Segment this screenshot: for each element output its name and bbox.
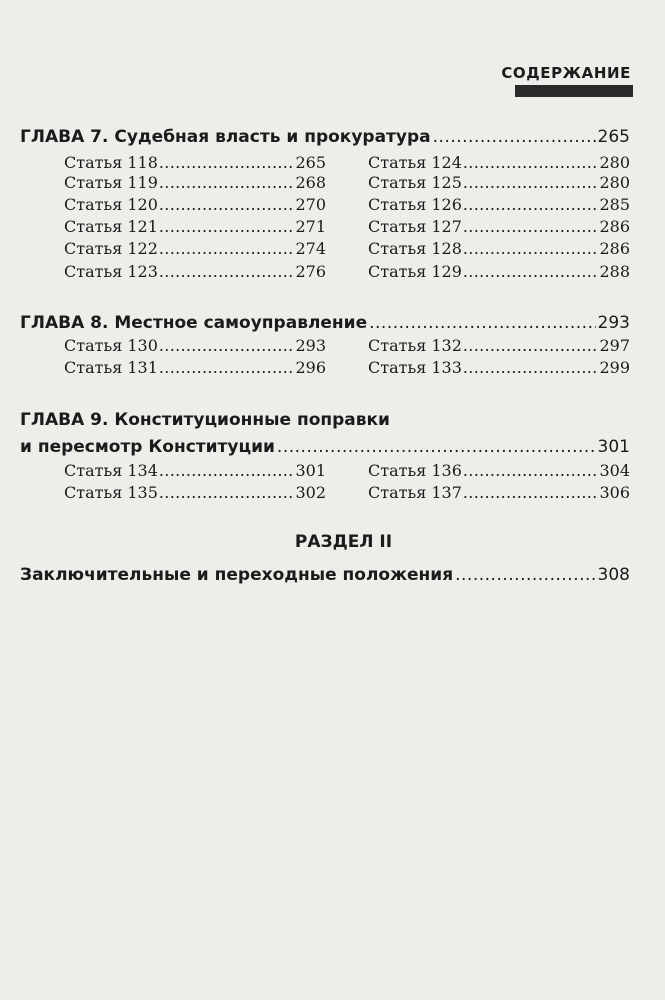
entry-label: Статья 127 (368, 217, 462, 236)
dot-leader (463, 153, 599, 173)
toc-entry[interactable] (368, 195, 630, 215)
toc-entry[interactable] (64, 195, 326, 215)
entry-label: Статья 132 (368, 336, 462, 355)
dot-leader (455, 565, 595, 585)
dot-leader (463, 195, 599, 215)
entry-label: Статья 128 (368, 239, 462, 258)
toc-entry[interactable] (368, 483, 630, 503)
dot-leader (463, 483, 599, 503)
entry-page: 270 (295, 195, 326, 214)
dot-leader (159, 461, 295, 481)
dot-leader (463, 239, 599, 259)
entry-page: 286 (599, 239, 630, 258)
dot-leader (159, 358, 295, 378)
toc-entry[interactable] (64, 483, 326, 503)
entry-page: 274 (295, 239, 326, 258)
dot-leader (463, 358, 599, 378)
toc-entry[interactable] (368, 239, 630, 259)
toc-entry[interactable] (64, 461, 326, 481)
section-entry-page: 308 (597, 565, 630, 585)
entry-page: 280 (599, 173, 630, 192)
section-title: РАЗДЕЛ II (294, 532, 393, 552)
toc-entry[interactable] (64, 217, 326, 237)
entry-label: Статья 131 (64, 358, 158, 377)
section-entry-title: Заключительные и переходные положения (20, 565, 454, 585)
chapter-7-row[interactable] (20, 127, 630, 147)
running-header: СОДЕРЖАНИЕ (501, 64, 631, 82)
dot-leader (159, 195, 295, 215)
entry-page: 276 (295, 262, 326, 281)
entry-label: Статья 121 (64, 217, 158, 236)
toc-entry[interactable] (64, 358, 326, 378)
entry-page: 296 (295, 358, 326, 377)
entry-label: Статья 126 (368, 195, 462, 214)
entry-page: 301 (295, 461, 326, 480)
dot-leader (433, 127, 596, 147)
toc-entry[interactable] (368, 173, 630, 193)
header-bar-decoration (515, 85, 633, 97)
entry-label: Статья 119 (64, 173, 158, 192)
chapter-9-row[interactable] (20, 437, 630, 457)
entry-label: Статья 129 (368, 262, 462, 281)
toc-entry[interactable] (64, 239, 326, 259)
chapter-title: ГЛАВА 7. Судебная власть и прокуратура (20, 127, 431, 147)
dot-leader (463, 461, 599, 481)
entry-label: Статья 133 (368, 358, 462, 377)
entry-label: Статья 136 (368, 461, 462, 480)
entry-page: 286 (599, 217, 630, 236)
toc-entry[interactable] (64, 153, 326, 173)
entry-label: Статья 125 (368, 173, 462, 192)
entry-page: 306 (599, 483, 630, 502)
chapter-9-title-line1[interactable]: ГЛАВА 9. Конституционные поправки (20, 410, 390, 430)
entry-label: Статья 122 (64, 239, 158, 258)
entry-page: 288 (599, 262, 630, 281)
toc-entry[interactable] (64, 173, 326, 193)
entry-page: 265 (295, 153, 326, 172)
toc-entry[interactable] (64, 336, 326, 356)
dot-leader (159, 239, 295, 259)
dot-leader (463, 262, 599, 282)
toc-entry[interactable] (368, 262, 630, 282)
entry-page: 299 (599, 358, 630, 377)
dot-leader (159, 483, 295, 503)
toc-entry[interactable] (368, 153, 630, 173)
dot-leader (277, 437, 596, 457)
entry-label: Статья 120 (64, 195, 158, 214)
toc-entry[interactable] (368, 217, 630, 237)
entry-label: Статья 137 (368, 483, 462, 502)
entry-page: 293 (295, 336, 326, 355)
dot-leader (463, 217, 599, 237)
toc-entry[interactable] (64, 262, 326, 282)
entry-label: Статья 130 (64, 336, 158, 355)
entry-label: Статья 134 (64, 461, 158, 480)
entry-page: 285 (599, 195, 630, 214)
entry-page: 280 (599, 153, 630, 172)
entry-page: 304 (599, 461, 630, 480)
toc-entry[interactable] (368, 336, 630, 356)
section-entry-row[interactable] (20, 565, 630, 585)
chapter-page: 293 (597, 313, 630, 333)
dot-leader (159, 336, 295, 356)
dot-leader (463, 173, 599, 193)
entry-label: Статья 118 (64, 153, 158, 172)
chapter-title: и пересмотр Конституции (20, 437, 275, 457)
dot-leader (159, 262, 295, 282)
entry-label: Статья 124 (368, 153, 462, 172)
entry-page: 302 (295, 483, 326, 502)
chapter-8-row[interactable] (20, 313, 630, 333)
entry-label: Статья 135 (64, 483, 158, 502)
entry-label: Статья 123 (64, 262, 158, 281)
dot-leader (463, 336, 599, 356)
toc-entry[interactable] (368, 461, 630, 481)
entry-page: 297 (599, 336, 630, 355)
dot-leader (159, 153, 295, 173)
chapter-title: ГЛАВА 8. Местное самоуправление (20, 313, 368, 333)
entry-page: 268 (295, 173, 326, 192)
chapter-page: 265 (597, 127, 630, 147)
dot-leader (369, 313, 595, 333)
dot-leader (159, 217, 295, 237)
toc-entry[interactable] (368, 358, 630, 378)
dot-leader (159, 173, 295, 193)
entry-page: 271 (295, 217, 326, 236)
chapter-page: 301 (597, 437, 630, 457)
